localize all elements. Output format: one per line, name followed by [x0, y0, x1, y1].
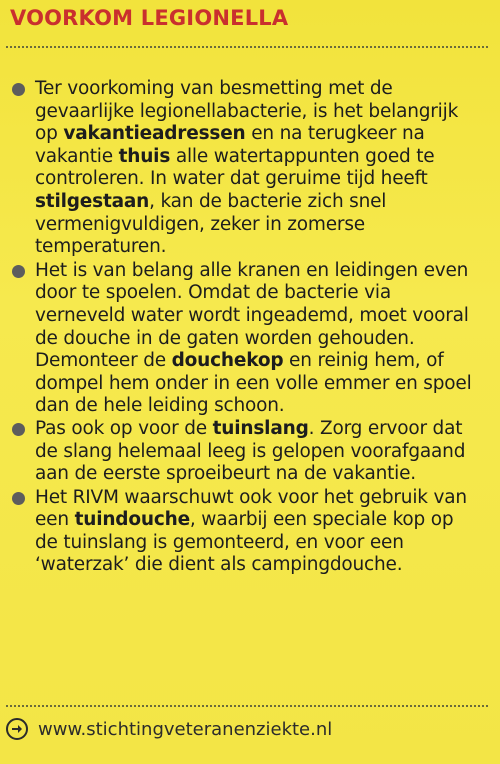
- text-segment: Pas ook op voor de: [35, 417, 213, 439]
- list-item: [0, 418, 500, 486]
- bullet-icon: [12, 423, 25, 436]
- text-segment: , waarbij een speciale kop op de tuinslang is gemonteerd, en voor een ‘waterzak’ die dient als campingdouche.: [35, 509, 454, 576]
- highlighted-term: vakantieadressen: [63, 123, 246, 145]
- list-item-text: [35, 260, 478, 418]
- list-item-text: [35, 418, 478, 486]
- list-item-text: [35, 487, 478, 577]
- bullet-icon: [12, 492, 25, 505]
- bullet-list: [0, 78, 500, 577]
- text-segment: en na terugkeer na vakantie: [35, 123, 425, 167]
- highlighted-term: tuinslang: [212, 417, 309, 439]
- top-dotted-divider: [6, 46, 488, 48]
- highlighted-term: douchekop: [171, 350, 284, 372]
- list-item: [0, 78, 500, 259]
- text-segment: Ter voorkoming van besmetting met de gevaarlijke legionellabacterie, is het belangrijk op: [35, 78, 459, 145]
- highlighted-term: thuis: [118, 145, 171, 167]
- highlighted-term: tuindouche: [74, 509, 190, 531]
- article-title: VOORKOM LEGIONELLA: [10, 6, 289, 30]
- list-item: [0, 487, 500, 577]
- text-segment: Het RIVM waarschuwt ook voor het gebruik van een: [35, 486, 467, 531]
- website-url[interactable]: www.stichtingveteranenziekte.nl: [38, 718, 333, 740]
- text-segment: , kan de bacterie zich snel vermenigvuldigen, zeker in zomerse temperaturen.: [35, 190, 387, 258]
- text-segment: . Zorg ervoor dat de slang helemaal leeg is gelopen voorafgaand aan de eerste sproeibeurt na de vakantie.: [35, 417, 466, 485]
- list-item-text: [35, 78, 478, 259]
- footer-link[interactable]: [6, 718, 332, 740]
- highlighted-term: stilgestaan: [35, 190, 150, 212]
- text-segment: en reinig hem, of dompel hem onder in een volle emmer en spoel dan de hele leiding schoon.: [35, 350, 472, 417]
- list-item: [0, 260, 500, 418]
- bullet-icon: [12, 265, 25, 278]
- text-segment: Het is van belang alle kranen en leidingen even door te spoelen. Omdat de bacterie via verneveld water wordt ingeademd, moet vooral de douche in de gaten worden gehouden. Demonteer de: [35, 259, 469, 372]
- bottom-dotted-divider: [6, 705, 488, 707]
- bullet-icon: [12, 83, 25, 96]
- arrow-right-circle-icon: [6, 718, 28, 740]
- text-segment: alle watertappunten goed te controleren. In water dat geruime tijd heeft: [35, 145, 435, 190]
